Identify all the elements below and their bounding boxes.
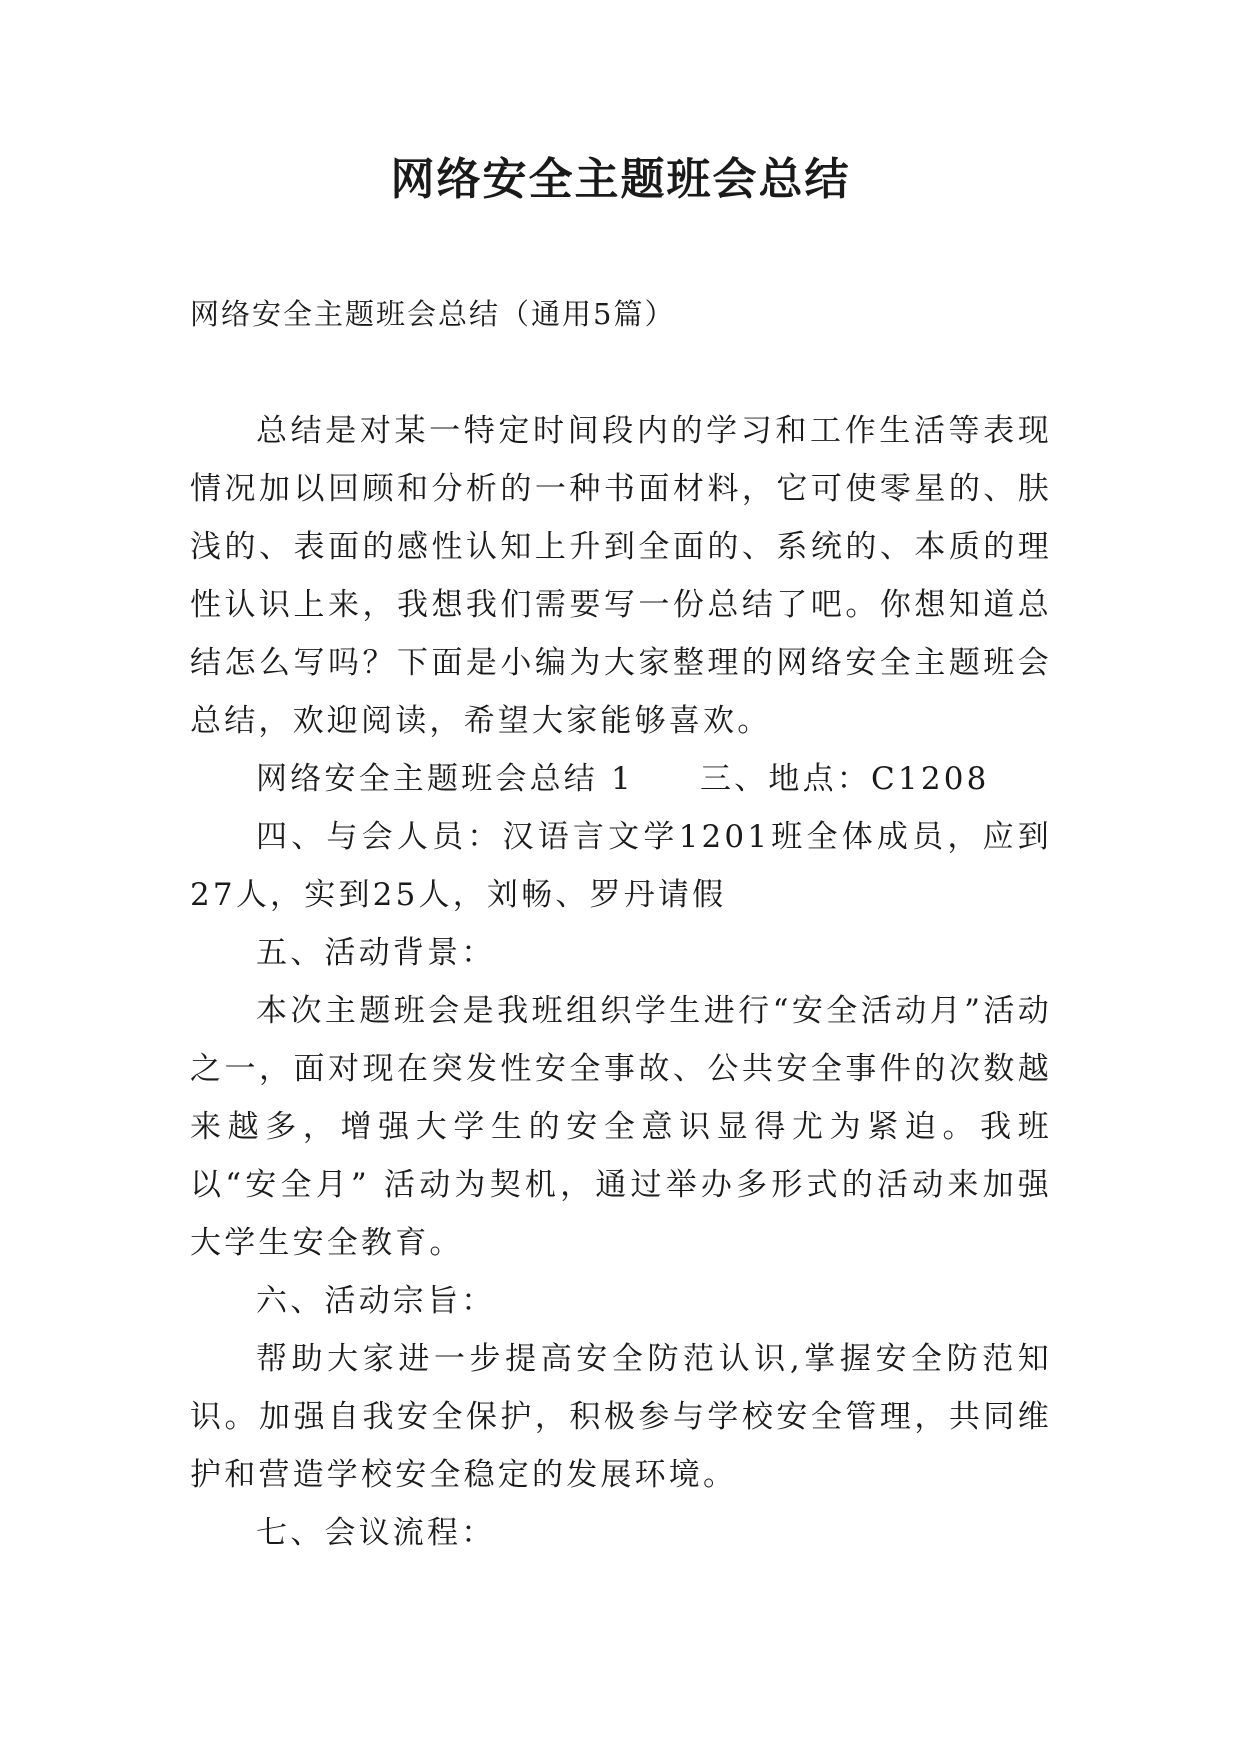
document-title: 网络安全主题班会总结 [390,154,851,205]
process-heading: 七、会议流程： [256,1515,496,1551]
section-heading: 网络安全主题班会总结 1 [256,761,634,797]
document-body [190,402,1052,1562]
location-text: 三、地点：C1208 [699,761,990,797]
purpose-paragraph: 帮助大家进一步提高安全防范认识,掌握安全防范知识。加强自我安全保护，积极参与学校安全管理，共同维护和营造学校安全稳定的发展环境。 [190,1341,1052,1493]
intro-paragraph: 总结是对某一特定时间段内的学习和工作生活等表现情况加以回顾和分析的一种书面材料，它可使零星的、肤浅的、表面的感性认知上升到全面的、系统的、本质的理性认识上来，我想我们需要写一份总结了吧。你想知道总结怎么写吗？下面是小编为大家整理的网络安全主题班会总结，欢迎阅读，希望大家能够喜欢。 [190,413,1052,739]
section-line [190,750,1052,808]
background-heading: 五、活动背景： [256,935,496,971]
purpose-heading: 六、活动宗旨： [256,1283,496,1319]
background-paragraph: 本次主题班会是我班组织学生进行“安全活动月”活动之一，面对现在突发性安全事故、公共安全事件的次数越来越多，增强大学生的安全意识显得尤为紧迫。我班以“安全月” 活动为契机，通过举办多形式的活动来加强大学生安全教育。 [190,993,1052,1261]
document-subtitle: 网络安全主题班会总结（通用5篇） [190,297,676,331]
attendees-paragraph: 四、与会人员：汉语言文学1201班全体成员，应到27人，实到25人，刘畅、罗丹请假 [190,819,1052,913]
